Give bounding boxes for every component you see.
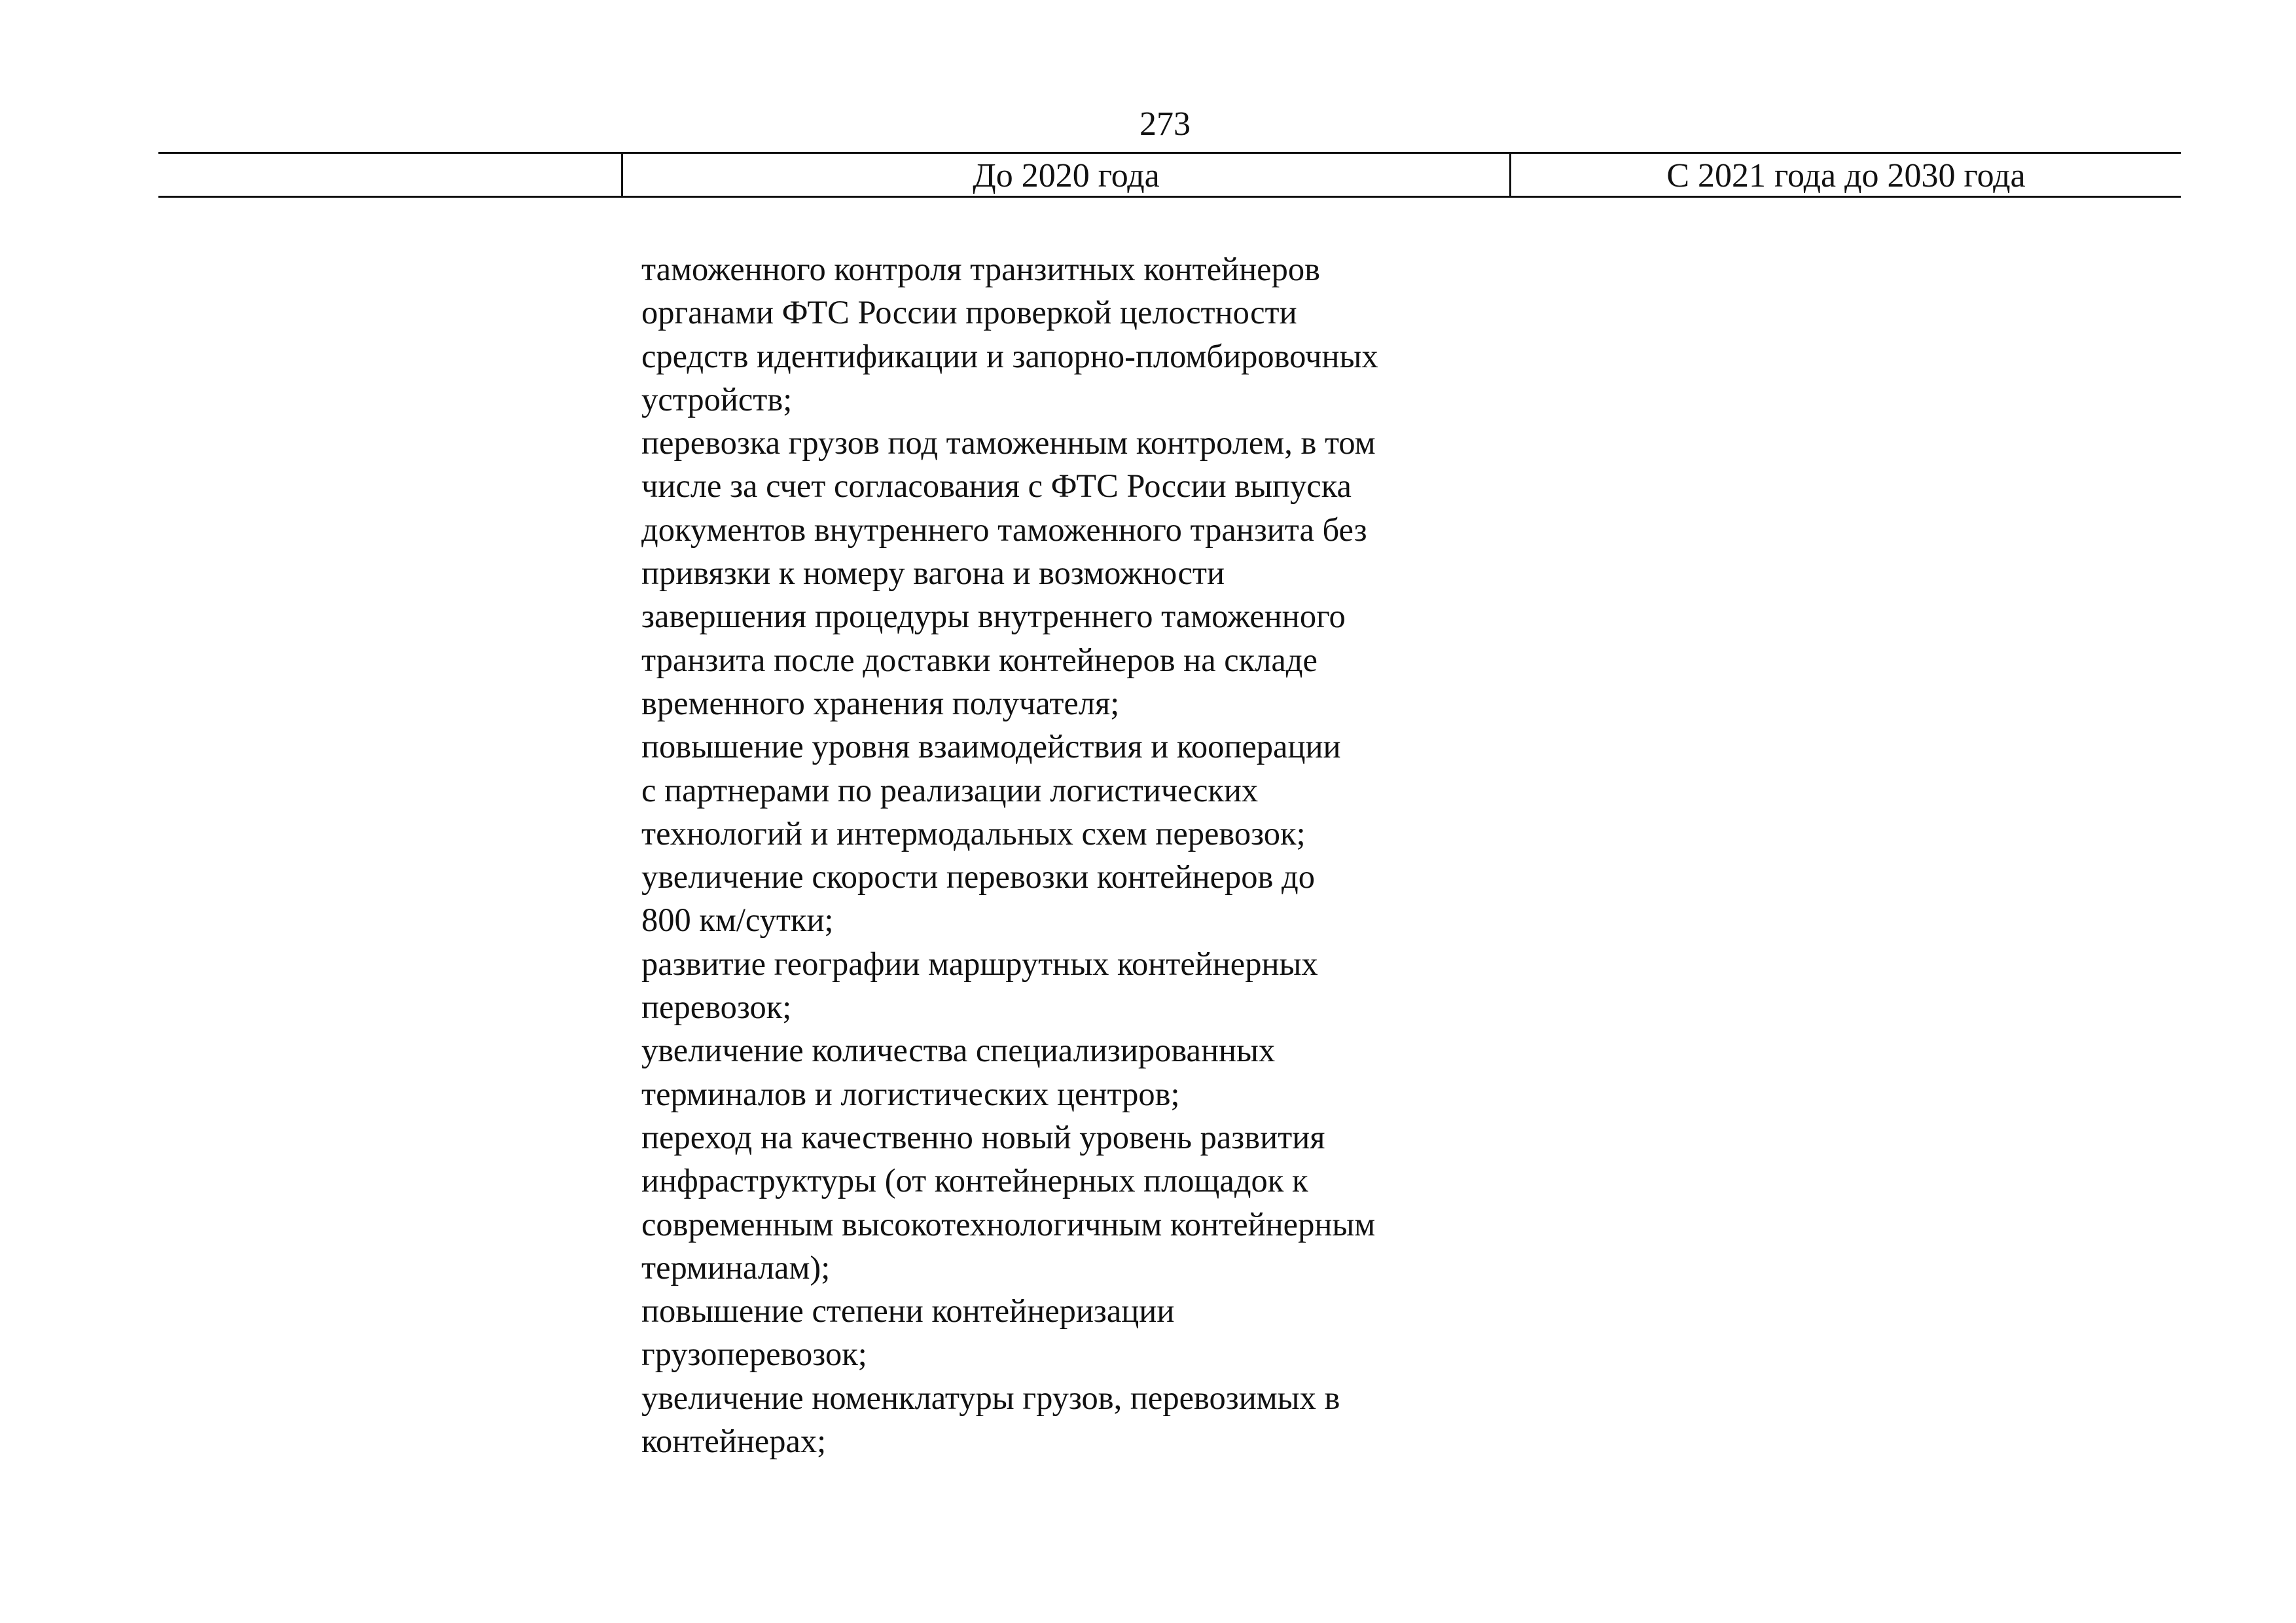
body-text-line: терминалов и логистических центров;: [641, 1075, 1180, 1112]
body-text-line: терминалам);: [641, 1249, 831, 1286]
body-text-line: перевозка грузов под таможенным контролем, в том: [641, 424, 1376, 462]
body-text-line: увеличение скорости перевозки контейнеров до: [641, 858, 1315, 896]
body-text-line: числе за счет согласования с ФТС России выпуска: [641, 467, 1352, 505]
body-text-line: увеличение номенклатуры грузов, перевозимых в: [641, 1379, 1340, 1416]
body-text-line: повышение степени контейнеризации: [641, 1292, 1175, 1330]
table-header-cell-until-2020: До 2020 года: [623, 154, 1511, 196]
page-number: 273: [1139, 105, 1191, 143]
body-text-line: увеличение количества специализированных: [641, 1032, 1276, 1069]
body-text-line: технологий и интермодальных схем перевозок;: [641, 814, 1306, 852]
body-text-line: органами ФТС России проверкой целостности: [641, 294, 1297, 331]
body-text-line: временного хранения получателя;: [641, 684, 1120, 721]
body-text-line: грузоперевозок;: [641, 1336, 867, 1373]
body-text-line: современным высокотехнологичным контейнерным: [641, 1205, 1376, 1243]
body-text-column: [641, 247, 1558, 1463]
body-text-line: документов внутреннего таможенного транзита без: [641, 511, 1367, 548]
body-text-line: переход на качественно новый уровень развития: [641, 1118, 1325, 1156]
body-text-line: с партнерами по реализации логистических: [641, 771, 1259, 809]
body-text-line: развитие географии маршрутных контейнерных: [641, 945, 1318, 982]
body-text-line: средств идентификации и запорно-пломбировочных: [641, 337, 1378, 374]
body-text-line: привязки к номеру вагона и возможности: [641, 555, 1225, 592]
table-header-cell-empty: [158, 154, 623, 196]
body-text-line: контейнерах;: [641, 1423, 827, 1460]
table-header-cell-2021-2030: С 2021 года до 2030 года: [1666, 157, 2026, 194]
body-text-line: транзита после доставки контейнеров на складе: [641, 641, 1318, 678]
body-text-line: устройств;: [641, 380, 793, 418]
body-text-line: завершения процедуры внутреннего таможенного: [641, 598, 1346, 635]
body-text-line: 800 км/сутки;: [641, 902, 834, 939]
body-text-line: перевозок;: [641, 989, 792, 1026]
body-text-line: повышение уровня взаимодействия и кооперации: [641, 728, 1341, 765]
body-text-line: инфраструктуры (от контейнерных площадок к: [641, 1162, 1308, 1199]
body-text-line: таможенного контроля транзитных контейнеров: [641, 251, 1320, 287]
table-header: [158, 152, 2181, 198]
